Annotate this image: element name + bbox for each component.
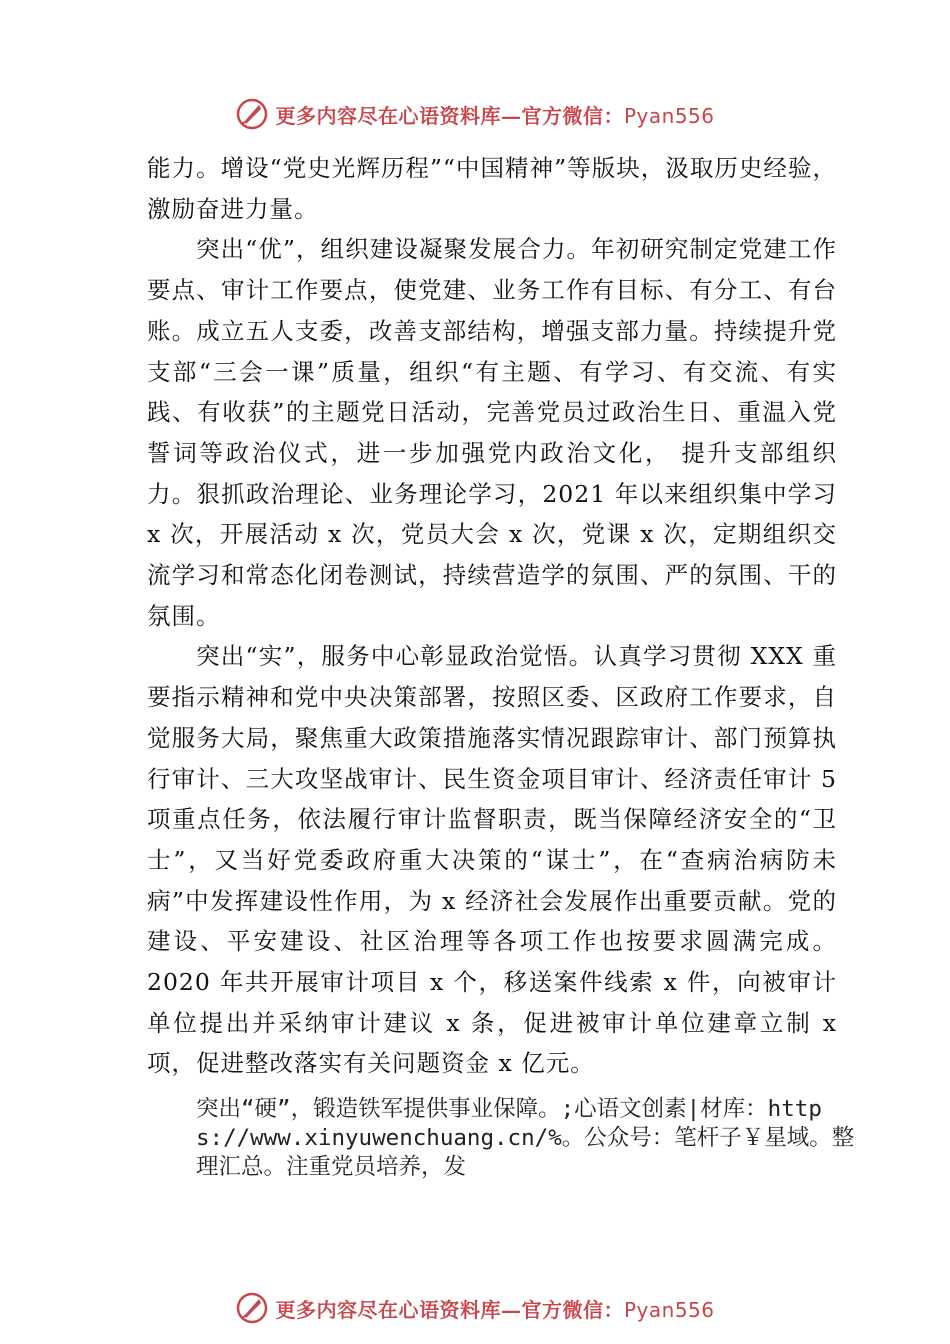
header-banner	[0, 92, 950, 136]
quill-logo-icon	[235, 97, 269, 131]
quill-logo-icon	[235, 1291, 269, 1325]
paragraph-3: 突出“实”，服务中心彰显政治觉悟。认真学习贯彻 XXX 重要指示精神和党中央决策部署，按照区委、区政府工作要求，自觉服务大局，聚焦重大政策措施落实情况跟踪审计、部门预算执行审计、三大攻坚战审计、民生资金项目审计、经济责任审计 5 项重点任务，依法履行审计监督职责，既当保障经济安全的“卫士”，又当好党委政府重大决策的“谋士”，在“查病治病防未病”中发挥建设性作用，为 x 经济社会发展作出重要贡献。党的建设、平安建设、社区治理等各项工作也按要求圆满完成。2020 年共开展审计项目 x 个，移送案件线索 x 件，向被审计单位提出并采纳审计建议 x 条，促进被审计单位建章立制 x 项，促进整改落实有关问题资金 x 亿元。	[147, 642, 837, 1078]
watermark-text-block: 突出“硬”，锻造铁军提供事业保障。;心语文创素|材库：https://www.xinyuwenchuang.cn/%。公众号：笔杆子￥星域。整理汇总。注重党员培养，发	[196, 1096, 855, 1180]
document-body	[147, 148, 837, 1084]
paragraph-1: 能力。增设“党史光辉历程”“中国精神”等版块，汲取历史经验，激励奋进力量。	[147, 154, 837, 223]
paragraph-2: 突出“优”，组织建设凝聚发展合力。年初研究制定党建工作要点、审计工作要点，使党建、业务工作有目标、有分工、有台账。成立五人支委，改善支部结构，增强支部力量。持续提升党支部“三会一课”质量，组织“有主题、有学习、有交流、有实践、有收获”的主题党日活动，完善党员过政治生日、重温入党誓词等政治仪式，进一步加强党内政治文化， 提升支部组织力。狠抓政治理论、业务理论学习，2021 年以来组织集中学习 x 次，开展活动 x 次，党员大会 x 次，党课 x 次，定期组织交流学习和常态化闭卷测试，持续营造学的氛围、严的氛围、干的氛围。	[147, 235, 837, 630]
footer-banner-text: 更多内容尽在心语资料库—官方微信：Pyan556	[275, 1297, 715, 1322]
footer-wechat-id: Pyan556	[623, 1297, 715, 1322]
footer-banner	[0, 1286, 950, 1330]
header-banner-text: 更多内容尽在心语资料库—官方微信：Pyan556	[275, 103, 715, 128]
header-wechat-id: Pyan556	[623, 103, 715, 128]
